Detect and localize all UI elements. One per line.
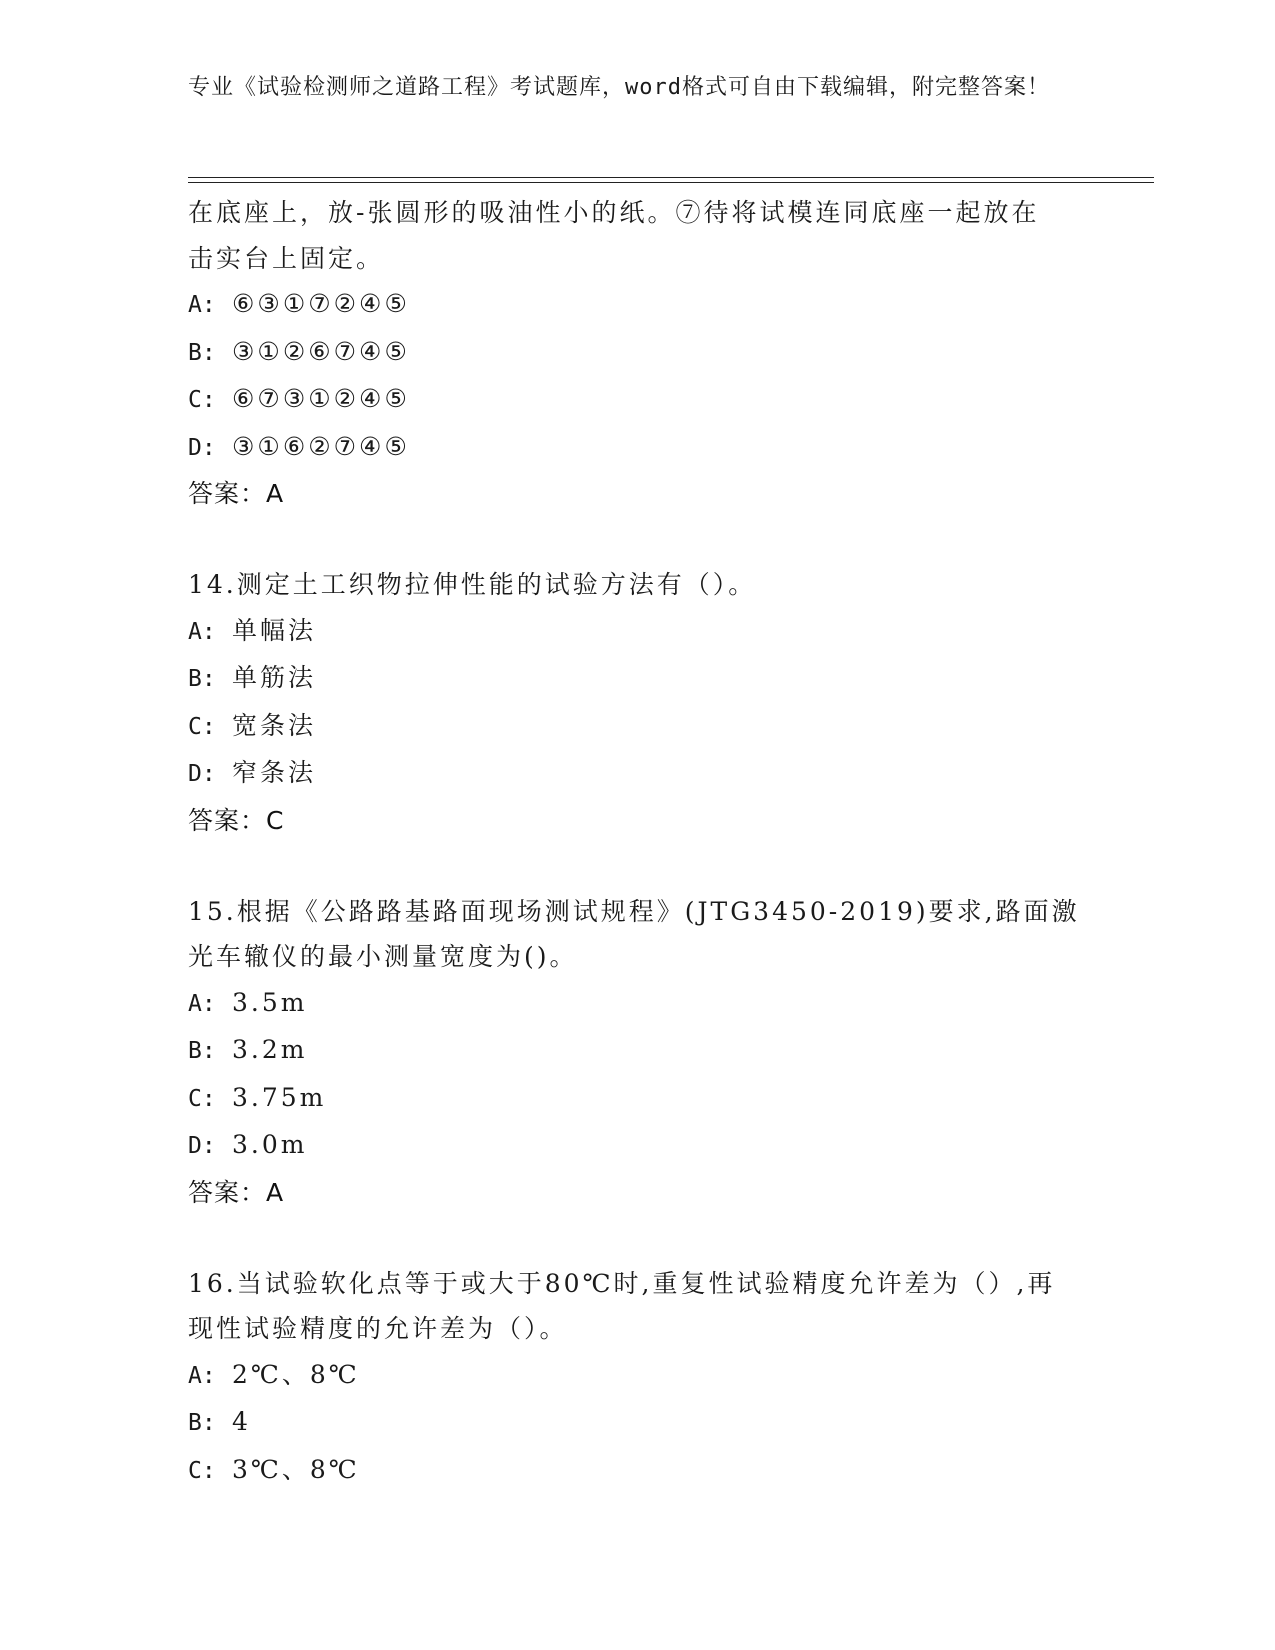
spacer xyxy=(188,1215,1088,1261)
option-text: 宽条法 xyxy=(232,710,317,740)
option-text: 4 xyxy=(232,1407,251,1436)
option-a xyxy=(188,980,1088,1028)
option-text: ⑥③①⑦②④⑤ xyxy=(232,289,410,318)
option-d xyxy=(188,424,1088,472)
option-text: 单筋法 xyxy=(232,663,317,692)
question-text-line: 光车辙仪的最小测量宽度为()。 xyxy=(188,942,578,971)
option-key: C: xyxy=(188,1085,216,1112)
spacer xyxy=(188,843,1088,889)
option-text: 2℃、8℃ xyxy=(232,1359,360,1389)
option-key: D: xyxy=(188,434,216,461)
option-text: ③①⑥②⑦④⑤ xyxy=(232,431,410,461)
option-text: 单幅法 xyxy=(232,615,317,645)
answer-line: 答案：C xyxy=(188,805,285,835)
option-key: A: xyxy=(188,1362,216,1389)
option-key: C: xyxy=(188,713,216,740)
question-14 xyxy=(188,562,1088,843)
option-c xyxy=(188,376,1088,424)
header-divider-bottom xyxy=(188,182,1154,183)
question-text-line: 14.测定土工织物拉伸性能的试验方法有（）。 xyxy=(188,570,757,599)
option-key: B: xyxy=(188,339,216,366)
spacer xyxy=(188,517,1088,563)
option-text: 3.5m xyxy=(232,987,308,1017)
option-b xyxy=(188,329,1088,377)
option-key: C: xyxy=(188,1457,216,1484)
option-key: B: xyxy=(188,666,216,692)
document-header: 专业《试验检测师之道路工程》考试题库，word格式可自由下载编辑，附完整答案！ xyxy=(188,75,1050,100)
answer-line: 答案：A xyxy=(188,1177,285,1207)
option-key: D: xyxy=(188,761,216,787)
option-b xyxy=(188,1399,1088,1447)
option-b xyxy=(188,1027,1088,1075)
question-text-line: 16.当试验软化点等于或大于80℃时,重复性试验精度允许差为（）,再 xyxy=(188,1268,1056,1298)
option-c xyxy=(188,1075,1088,1123)
option-c xyxy=(188,703,1088,751)
question-continuation xyxy=(188,190,1088,517)
option-b xyxy=(188,655,1088,703)
question-text-line: 现性试验精度的允许差为（）。 xyxy=(188,1314,568,1343)
option-a xyxy=(188,281,1088,329)
question-list xyxy=(188,190,1088,1494)
option-key: C: xyxy=(188,387,216,413)
option-text: 3.0m xyxy=(232,1130,308,1159)
option-a xyxy=(188,608,1088,656)
question-text-line: 击实台上固定。 xyxy=(188,243,385,273)
option-text: 3.75m xyxy=(232,1082,327,1112)
option-d xyxy=(188,750,1088,798)
option-key: A: xyxy=(188,292,216,318)
option-text: 窄条法 xyxy=(232,758,317,787)
option-text: 3.2m xyxy=(232,1035,308,1064)
option-key: A: xyxy=(188,990,216,1017)
option-text: ⑥⑦③①②④⑤ xyxy=(232,384,410,413)
answer-line: 答案：A xyxy=(188,479,285,508)
header-divider-top xyxy=(188,177,1154,178)
option-key: B: xyxy=(188,1038,216,1064)
question-16 xyxy=(188,1261,1088,1495)
option-text: ③①②⑥⑦④⑤ xyxy=(232,336,410,366)
question-text-line: 15.根据《公路路基路面现场测试规程》(JTG3450-2019)要求,路面激 xyxy=(188,896,1080,926)
option-a xyxy=(188,1352,1088,1400)
option-key: B: xyxy=(188,1410,216,1436)
question-15 xyxy=(188,889,1088,1216)
option-key: A: xyxy=(188,618,216,645)
option-key: D: xyxy=(188,1133,216,1159)
question-text-line: 在底座上，放-张圆形的吸油性小的纸。⑦待将试模连同底座一起放在 xyxy=(188,198,1040,227)
option-c xyxy=(188,1447,1088,1495)
option-d xyxy=(188,1122,1088,1170)
option-text: 3℃、8℃ xyxy=(232,1454,360,1484)
